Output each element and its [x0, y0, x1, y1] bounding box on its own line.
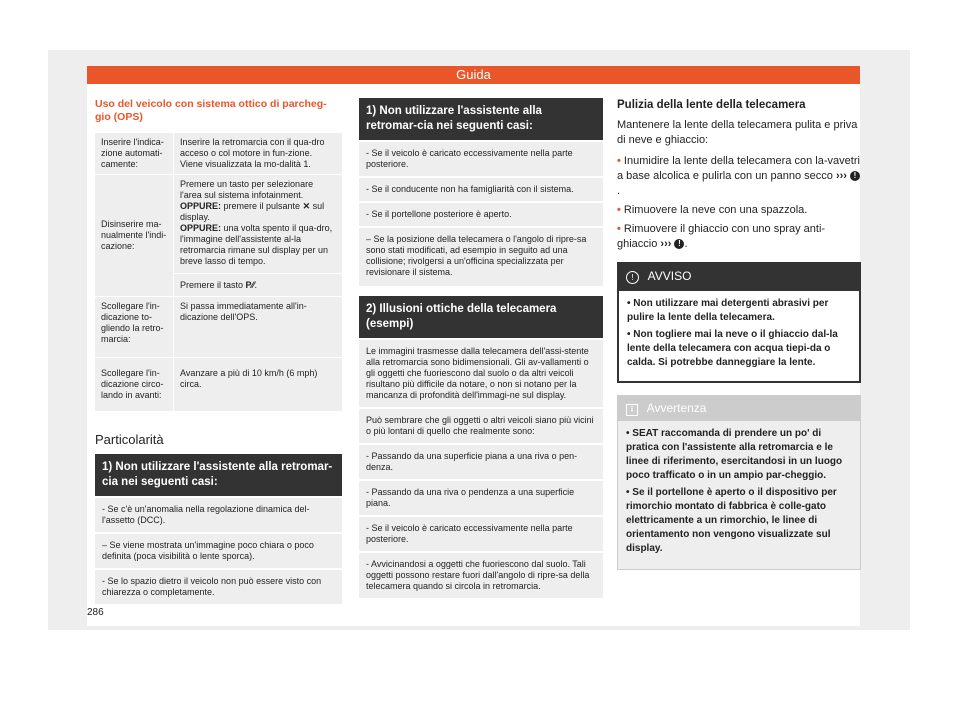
list-item: • SEAT raccomanda di prendere un po' di pratica con l'assistente alla retromarcia e le linee di riferimento, esercitandosi in un luogo poco trafficato o in un ampio par-cheggio. [626, 428, 843, 481]
reference-arrow[interactable]: ››› [835, 170, 847, 182]
list-item: - Avvicinandosi a oggetti che fuoriescono dal suolo. Tali oggetti possono restare fuori dall'angolo di ripre-sa della telecamera quando si circola in retromarcia. [359, 553, 603, 600]
table-cell-label: Scollegare l'in-dicazione to-gliendo la retro-marcia: [95, 297, 174, 358]
page-number: 286 [87, 607, 104, 618]
list-item: • Rimuovere il ghiaccio con uno spray anti-ghiaccio ››› ! . [617, 223, 826, 250]
list-item: Le immagini trasmesse dalla telecamera dell'assi-stente alla retromarcia sono bidimensionali. Gli av-vallamenti o gli oggetti che fuoriescono dal suolo o da altri veicoli risultano più difficile da notare, o non si notano per la mancanza di profondità dell'immagi-ne sul display. [359, 340, 603, 409]
bullet-icon: • [617, 155, 621, 167]
table-subcell: Premere il tasto P⁄⁄. [174, 273, 342, 296]
notice-box-header: ! AVVISO [618, 263, 860, 290]
list-item: - Se il veicolo è caricato eccessivamente nella parte posteriore. [359, 517, 603, 553]
list-item: - Se il conducente non ha famigliarità con il sistema. [359, 178, 603, 203]
table-cell-label: Scollegare l'in-dicazione circo-lando in avanti: [95, 358, 174, 412]
hint-box [617, 395, 861, 570]
warning-icon: ! [674, 239, 684, 249]
table-cell-label: Inserire l'indica-zione automati-camente: [95, 133, 174, 175]
list-item: Può sembrare che gli oggetti o altri veicoli siano più vicini o più lontani di quello che realmente sono: [359, 409, 603, 445]
table-cell-value: Si passa immediatamente all'in-dicazione dell'OPS. [174, 297, 343, 358]
warning-circle-icon: ! [626, 271, 639, 284]
column-3 [617, 98, 861, 570]
hint-box-header: i Avvertenza [618, 396, 860, 421]
close-icon: ✕ [302, 201, 311, 211]
parking-icon: P⁄⁄ [245, 280, 255, 290]
page-header [87, 66, 860, 84]
bullet-icon: • [617, 223, 621, 235]
bullet-icon: • [617, 204, 621, 216]
ops-table [95, 133, 342, 412]
list-item: - Se il portellone posteriore è aperto. [359, 203, 603, 228]
list-item: • Non utilizzare mai detergenti abrasivi per pulire la lente della telecamera. [627, 298, 829, 323]
note-box-title: 1) Non utilizzare l'assistente alla retromar-cia nei seguenti casi: [95, 454, 342, 496]
table-row [95, 358, 342, 412]
page-header-title: Guida [456, 67, 491, 82]
list-item: - Se lo spazio dietro il veicolo non può essere visto con chiarezza o completamente. [95, 570, 342, 606]
table-cell-value: Premere un tasto per selezionare l'area sul sistema infotainment. OPPURE: premere il pulsante ✕ sul display. OPPURE: una volta spento il qua-dro, l'immagine dell'assistente al-la retromarcia rimane sul display per un breve lasso di tempo. Premere il tasto P⁄⁄. [174, 175, 343, 297]
list-item: – Se viene mostrata un'immagine poco chiara o poco definita (poca visibilità o lente sporca). [95, 534, 342, 570]
cleaning-title: Pulizia della lente della telecamera [617, 99, 806, 111]
table-cell-value: Inserire la retromarcia con il qua-dro acceso o col motore in fun-zione. Viene visualizzata la mo-dalità 1. [174, 133, 343, 175]
particolarita-heading: Particolarità [95, 432, 164, 447]
notice-box [617, 262, 861, 383]
table-cell-label: Disinserire ma-nualmente l'indi-cazione: [95, 175, 174, 297]
cleaning-intro: Mantenere la lente della telecamera pulita e priva di neve e ghiaccio: [617, 119, 858, 146]
list-item: - Passando da una superficie piana a una riva o pen-denza. [359, 445, 603, 481]
table-row [95, 297, 342, 358]
list-item: • Rimuovere la neve con una spazzola. [617, 204, 808, 216]
notice-box-body [618, 290, 860, 382]
list-item: - Passando da una riva o pendenza a una superficie piana. [359, 481, 603, 517]
list-item: • Inumidire la lente della telecamera con la-vavetri a base alcolica e pulirla con un panno secco ››› !. [617, 155, 860, 197]
column-2 [359, 98, 603, 600]
table-row [95, 175, 342, 297]
list-item: • Se il portellone è aperto o il dispositivo per rimorchio montato di fabbrica è colle-gato elettricamente a un rimorchio, le linee di orientamento non vengono visualizzate sul display. [626, 487, 837, 554]
list-item: - Se il veicolo è caricato eccessivamente nella parte posteriore. [359, 142, 603, 178]
table-row [95, 133, 342, 175]
hint-box-body [618, 421, 860, 569]
note-box-title: 1) Non utilizzare l'assistente alla retromar-cia nei seguenti casi: [359, 98, 603, 140]
table-cell-value: Avanzare a più di 10 km/h (6 mph) circa. [174, 358, 343, 412]
manual-page [87, 66, 860, 626]
list-item: – Se la posizione della telecamera o l'angolo di ripre-sa sono stati modificati, ad esempio in seguito ad una collisione; rivolgersi a un'officina specializzata per revisionare il sistema. [359, 228, 603, 288]
reference-arrow[interactable]: ››› [660, 238, 672, 250]
warning-icon: ! [850, 171, 860, 181]
info-icon: i [626, 404, 638, 416]
list-item: • Non togliere mai la neve o il ghiaccio dal-la lente della telecamera con acqua tiepi-da o calda. Si potrebbe danneggiare la lente. [627, 329, 838, 368]
note-box-title: 2) Illusioni ottiche della telecamera (esempi) [359, 296, 603, 338]
list-item: - Se c'è un'anomalia nella regolazione dinamica del-l'assetto (DCC). [95, 498, 342, 534]
ops-section-title: Uso del veicolo con sistema ottico di parcheg- gio (OPS) [95, 98, 327, 123]
column-1 [95, 98, 342, 606]
